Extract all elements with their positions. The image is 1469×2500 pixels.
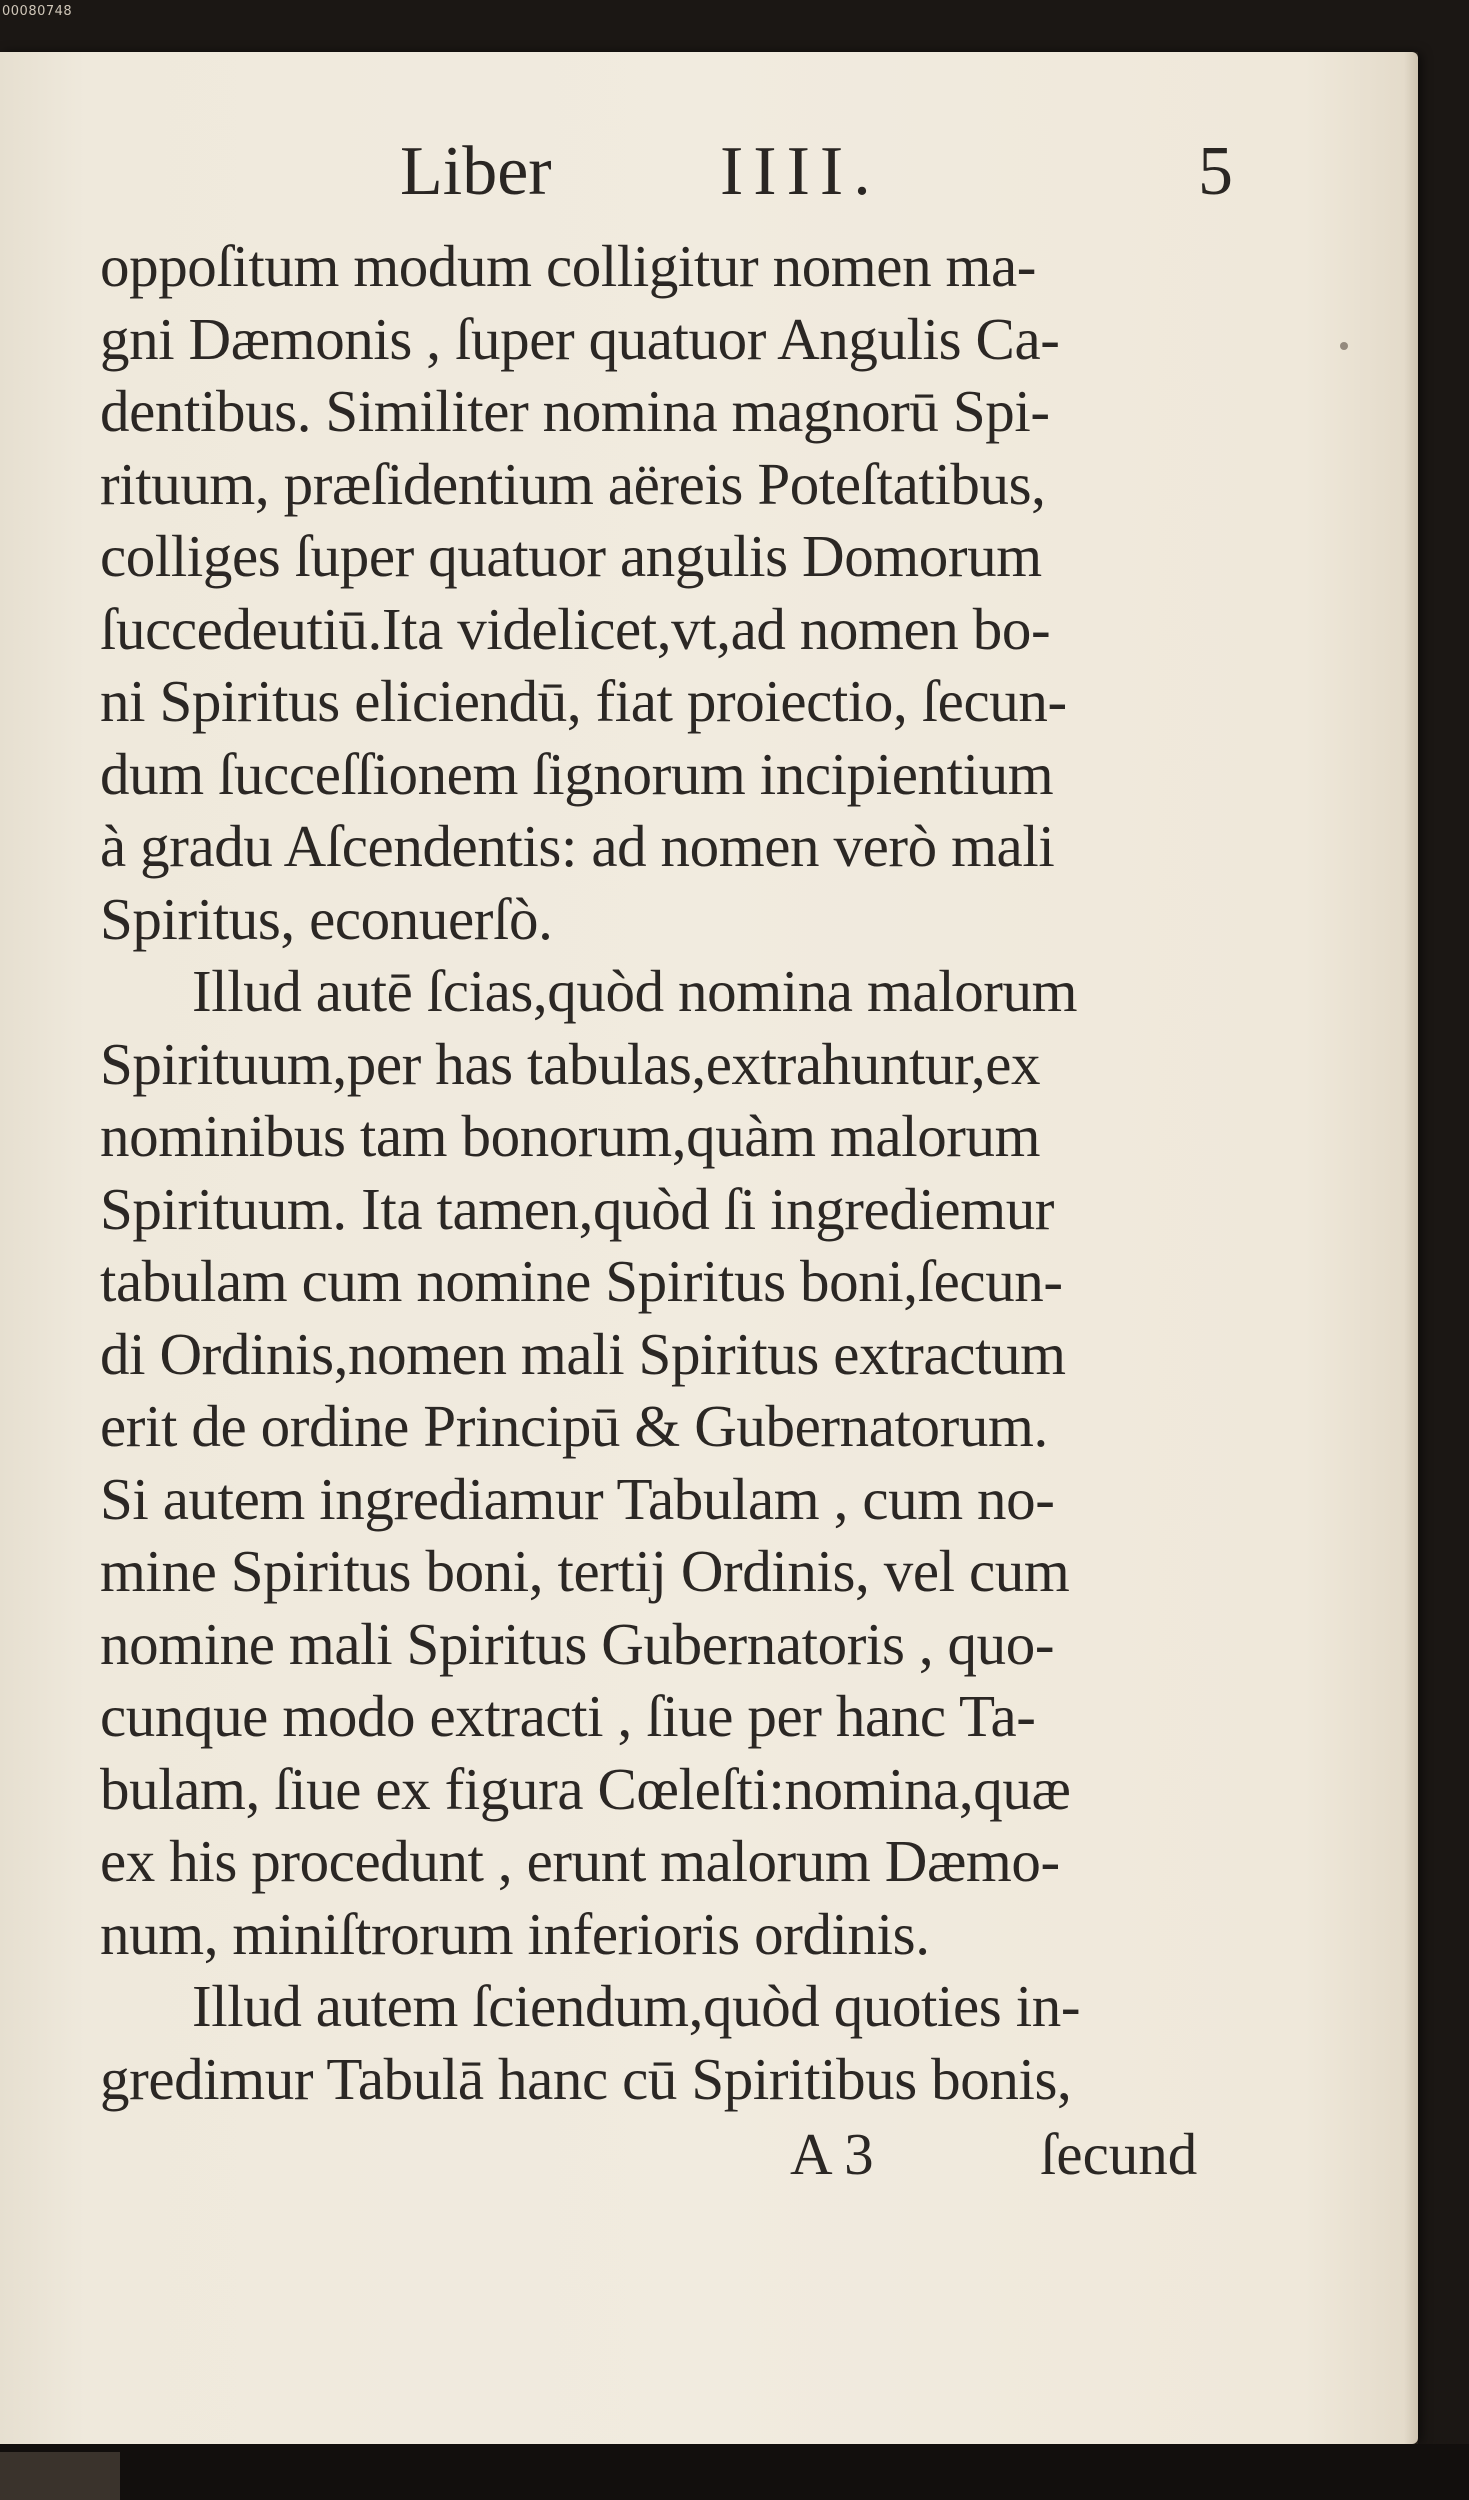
text-line: à gradu Aſcendentis: ad nomen verò mali — [100, 813, 1055, 879]
text-line: Spiritus, econuerſò. — [100, 885, 553, 952]
text-line: nominibus tam bonorum,quàm malorum — [100, 1103, 1041, 1169]
catchword: ſecund — [1040, 2121, 1198, 2187]
running-header — [0, 127, 1418, 217]
text-line: oppoſitum modum colligitur nomen ma- — [100, 233, 1037, 299]
folio-number: 5 — [1198, 133, 1233, 210]
text-line: Spirituum,per has tabulas,extrahuntur,ex — [100, 1030, 1041, 1097]
text-line: Spirituum. Ita tamen,quòd ſi ingrediemur — [100, 1175, 1055, 1242]
text-line: nomine mali Spiritus Gubernatoris , quo- — [100, 1610, 1055, 1677]
text-line: dentibus. Similiter nomina magnorū Spi- — [100, 378, 1050, 444]
text-line: ſuccedeutiū.Ita videlicet,vt,ad nomen bo- — [100, 595, 1051, 662]
text-line: num, miniſtrorum inferioris ordinis. — [100, 1900, 930, 1967]
text-line: mine Spiritus boni, tertij Ordinis, vel cum — [100, 1538, 1070, 1604]
scan-background-bottom — [0, 2444, 1469, 2500]
binding-tab — [0, 2452, 120, 2500]
page-footer — [0, 2118, 1418, 2190]
book-page — [0, 52, 1418, 2444]
text-line: bulam, ſiue ex figura Cœleſti:nomina,quæ — [100, 1755, 1071, 1822]
signature-mark: A 3 — [790, 2121, 874, 2187]
text-line: di Ordinis,nomen mali Spiritus extractum — [100, 1320, 1066, 1387]
text-line: dum ſucceſſionem ſignorum incipientium — [100, 740, 1054, 807]
text-line: colliges ſuper quatuor angulis Domorum — [100, 523, 1042, 589]
ink-speck — [1340, 342, 1348, 350]
paragraph-first-line: Illud autē ſcias,quòd nomina malorum — [192, 958, 1078, 1024]
text-line: cunque modo extracti , ſiue per hanc Ta- — [100, 1683, 1036, 1749]
text-line: ex his procedunt , erunt malorum Dæmo- — [100, 1828, 1060, 1894]
body-text — [100, 230, 1240, 2115]
text-line: gredimur Tabulā hanc cū Spiritibus bonis, — [100, 2045, 1072, 2112]
text-line: erit de ordine Principū & Gubernatorum. — [100, 1393, 1048, 1459]
text-line: gni Dæmonis , ſuper quatuor Angulis Ca- — [100, 305, 1060, 372]
text-line: tabulam cum nomine Spiritus boni,ſecun- — [100, 1248, 1063, 1314]
page-edge-shadow — [1404, 52, 1418, 2444]
text-line: ni Spiritus eliciendū, fiat proiectio, ſecun- — [100, 668, 1067, 734]
text-line: Si autem ingrediamur Tabulam , cum no- — [100, 1465, 1055, 1532]
text-line: rituum, præſidentium aëreis Poteſtatibus, — [100, 450, 1046, 517]
running-book-number: IIII. — [720, 133, 881, 210]
running-title: Liber — [400, 133, 552, 210]
scan-id-label: 00080748 — [2, 4, 73, 19]
paragraph-first-line: Illud autem ſciendum,quòd quoties in- — [192, 1973, 1081, 2039]
